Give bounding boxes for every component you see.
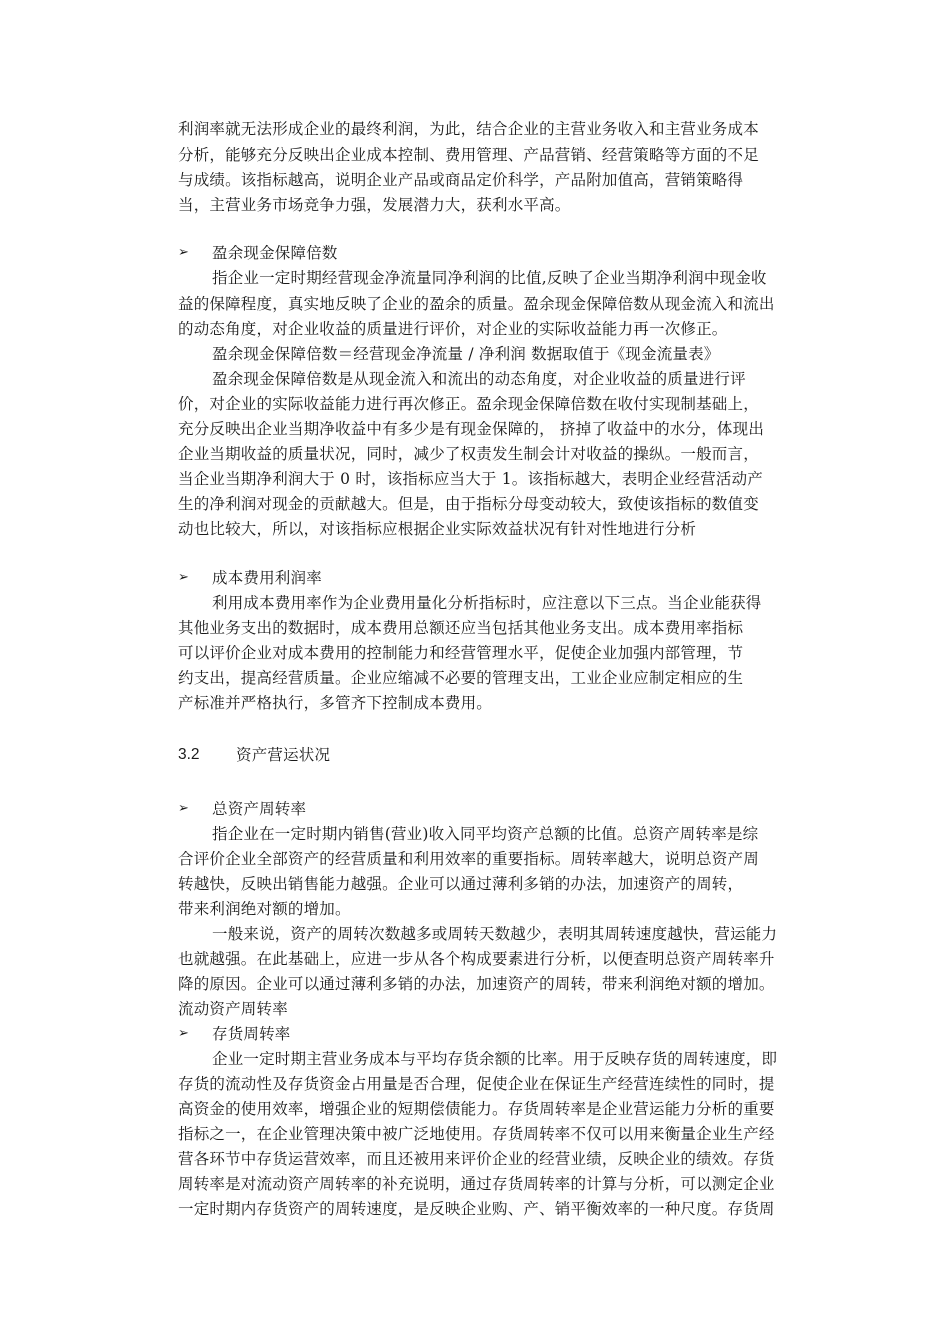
bullet-heading: 存货周转率 xyxy=(212,1025,291,1043)
body-text-line: 指标之一，在企业管理决策中被广泛地使用。存货周转率不仅可以用来衡量企业生产经 xyxy=(178,1125,775,1143)
bullet-arrow-icon: ➢ xyxy=(178,570,189,585)
body-text-line: 利用成本费用率作为企业费用量化分析指标时，应注意以下三点。当企业能获得 xyxy=(212,594,762,612)
body-text-line: 降的原因。企业可以通过薄利多销的办法，加速资产的周转，带来利润绝对额的增加。 xyxy=(178,975,775,993)
body-text-line: 其他业务支出的数据时，成本费用总额还应当包括其他业务支出。成本费用率指标 xyxy=(178,619,744,637)
subheading-text: 流动资产周转率 xyxy=(178,1000,288,1018)
body-text-line: 动也比较大，所以，对该指标应根据企业实际效益状况有针对性地进行分析 xyxy=(178,520,697,538)
section-title: 资产营运状况 xyxy=(236,746,331,764)
body-text-line: 也就越强。在此基础上，应进一步从各个构成要素进行分析，以便查明总资产周转率升 xyxy=(178,950,775,968)
body-text-line: 指企业在一定时期内销售(营业)收入同平均资产总额的比值。总资产周转率是综 xyxy=(212,825,759,843)
body-text-line: 一般来说，资产的周转次数越多或周转天数越少，表明其周转速度越快，营运能力 xyxy=(212,925,778,943)
body-text-line: 的动态角度，对企业收益的质量进行评价，对企业的实际收益能力再一次修正。 xyxy=(178,320,728,338)
body-text-line: 分析，能够充分反映出企业成本控制、费用管理、产品营销、经营策略等方面的不足 xyxy=(178,146,759,164)
body-text-line: 当，主营业务市场竞争力强，发展潜力大，获利水平高。 xyxy=(178,196,571,214)
body-text-line: 充分反映出企业当期净收益中有多少是有现金保障的， 挤掉了收益中的水分，体现出 xyxy=(178,420,765,438)
body-text-line: 合评价企业全部资产的经营质量和利用效率的重要指标。周转率越大，说明总资产周 xyxy=(178,850,759,868)
section-number: 3.2 xyxy=(178,746,200,763)
body-text-line: 高资金的使用效率，增强企业的短期偿债能力。存货周转率是企业营运能力分析的重要 xyxy=(178,1100,775,1118)
body-text-line: 益的保障程度，真实地反映了企业的盈余的质量。盈余现金保障倍数从现金流入和流出 xyxy=(178,295,775,313)
body-text-line: 价，对企业的实际收益能力进行再次修正。盈余现金保障倍数在收付实现制基础上， xyxy=(178,395,759,413)
bullet-heading: 成本费用利润率 xyxy=(212,569,322,587)
bullet-heading: 盈余现金保障倍数 xyxy=(212,244,338,262)
body-text-line: 带来利润绝对额的增加。 xyxy=(178,900,351,918)
bullet-arrow-icon: ➢ xyxy=(178,801,189,816)
bullet-arrow-icon: ➢ xyxy=(178,1026,189,1041)
body-text-line: 约支出，提高经营质量。企业应缩减不必要的管理支出，工业企业应制定相应的生 xyxy=(178,669,744,687)
body-text-line: 盈余现金保障倍数是从现金流入和流出的动态角度，对企业收益的质量进行评 xyxy=(212,370,746,388)
body-text-line: 指企业一定时期经营现金净流量同净利润的比值,反映了企业当期净利润中现金收 xyxy=(212,269,767,287)
body-text-line: 企业一定时期主营业务成本与平均存货余额的比率。用于反映存货的周转速度，即 xyxy=(212,1050,778,1068)
bullet-arrow-icon: ➢ xyxy=(178,245,189,260)
body-text-line: 与成绩。该指标越高，说明企业产品或商品定价科学，产品附加值高，营销策略得 xyxy=(178,171,744,189)
body-text-line: 当企业当期净利润大于 0 时，该指标应当大于 1。该指标越大，表明企业经营活动产 xyxy=(178,470,764,488)
body-text-line: 转越快，反映出销售能力越强。企业可以通过薄利多销的办法，加速资产的周转， xyxy=(178,875,744,893)
body-text-line: 存货的流动性及存货资金占用量是否合理，促使企业在保证生产经营连续性的同时，提 xyxy=(178,1075,775,1093)
body-text-line: 生的净利润对现金的贡献越大。但是，由于指标分母变动较大，致使该指标的数值变 xyxy=(178,495,759,513)
body-text-line: 企业当期收益的质量状况，同时，减少了权责发生制会计对收益的操纵。一般而言， xyxy=(178,445,759,463)
formula-line: 盈余现金保障倍数＝经营现金净流量 / 净利润 数据取值于《现金流量表》 xyxy=(212,345,720,363)
body-text-line: 可以评价企业对成本费用的控制能力和经营管理水平，促使企业加强内部管理，节 xyxy=(178,644,744,662)
body-text-line: 产标准并严格执行，多管齐下控制成本费用。 xyxy=(178,694,493,712)
body-text-line: 周转率是对流动资产周转率的补充说明，通过存货周转率的计算与分析，可以测定企业 xyxy=(178,1175,775,1193)
body-text-line: 利润率就无法形成企业的最终利润，为此，结合企业的主营业务收入和主营业务成本 xyxy=(178,120,759,138)
bullet-heading: 总资产周转率 xyxy=(212,800,307,818)
body-text-line: 营各环节中存货运营效率，而且还被用来评价企业的经营业绩，反映企业的绩效。存货 xyxy=(178,1150,775,1168)
body-text-line: 一定时期内存货资产的周转速度，是反映企业购、产、销平衡效率的一种尺度。存货周 xyxy=(178,1200,775,1218)
